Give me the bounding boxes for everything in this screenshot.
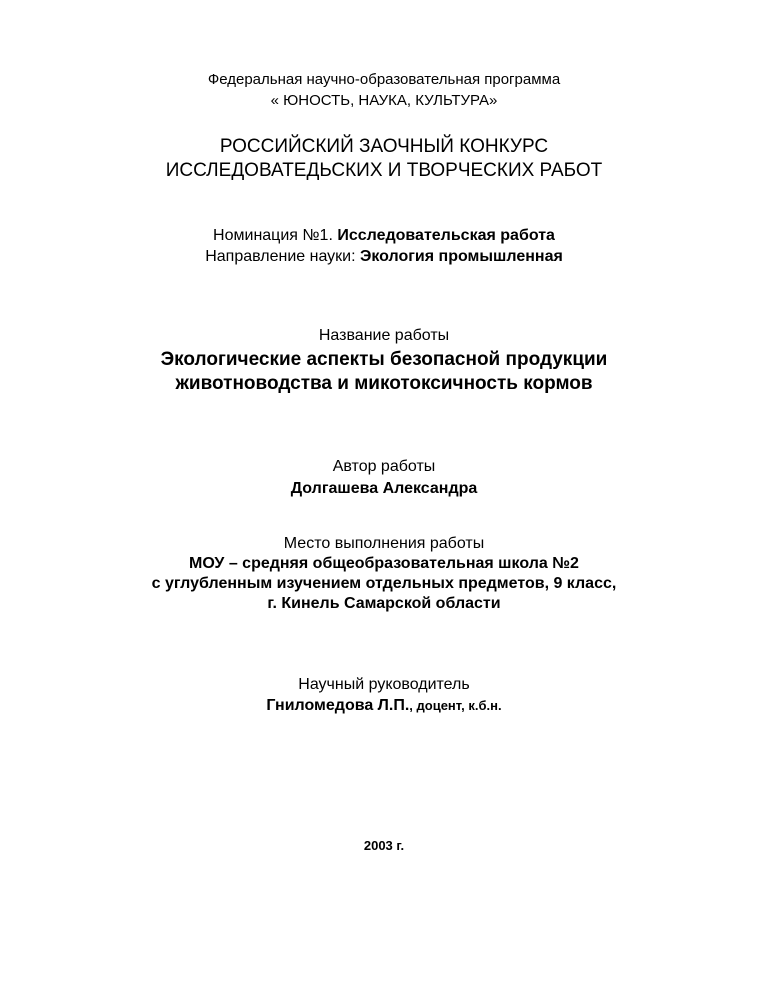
document-year: 2003 г. [363,838,405,853]
work-title-line-2: животноводства и микотоксичность кормов [175,373,593,394]
nomination [0,227,768,245]
nomination-label: Номинация №1. [213,227,338,244]
direction-label: Направление науки: [205,248,360,265]
supervisor-label: Научный руководитель [298,676,470,693]
supervisor [0,697,768,715]
supervisor-name: Гниломедова Л.П. [266,697,410,714]
direction-value: Экология промышленная [359,248,563,265]
program-line-1: Федеральная научно-образовательная программа [207,71,561,88]
place-line-2: с углубленным изучением отдельных предметов, 9 класс, [151,575,617,592]
work-title-label: Название работы [318,327,450,344]
place-line-1: МОУ – средняя общеобразовательная школа №2 [189,555,579,572]
science-direction [0,248,768,266]
supervisor-title: , доцент, к.б.н. [409,698,502,713]
author-label: Автор работы [332,458,436,475]
program-line-2: « ЮНОСТЬ, НАУКА, КУЛЬТУРА» [270,92,498,109]
contest-title-line-2: ИССЛЕДОВАТЕДЬСКИХ И ТВОРЧЕСКИХ РАБОТ [165,160,603,181]
place-line-3: г. Кинель Самарской области [267,595,501,612]
place-label: Место выполнения работы [283,535,485,552]
author-name: Долгашева Александра [290,480,478,497]
nomination-value: Исследовательская работа [337,227,555,244]
work-title-line-1: Экологические аспекты безопасной продукции [160,349,608,370]
contest-title-line-1: РОССИЙСКИЙ ЗАОЧНЫЙ КОНКУРС [219,136,549,157]
